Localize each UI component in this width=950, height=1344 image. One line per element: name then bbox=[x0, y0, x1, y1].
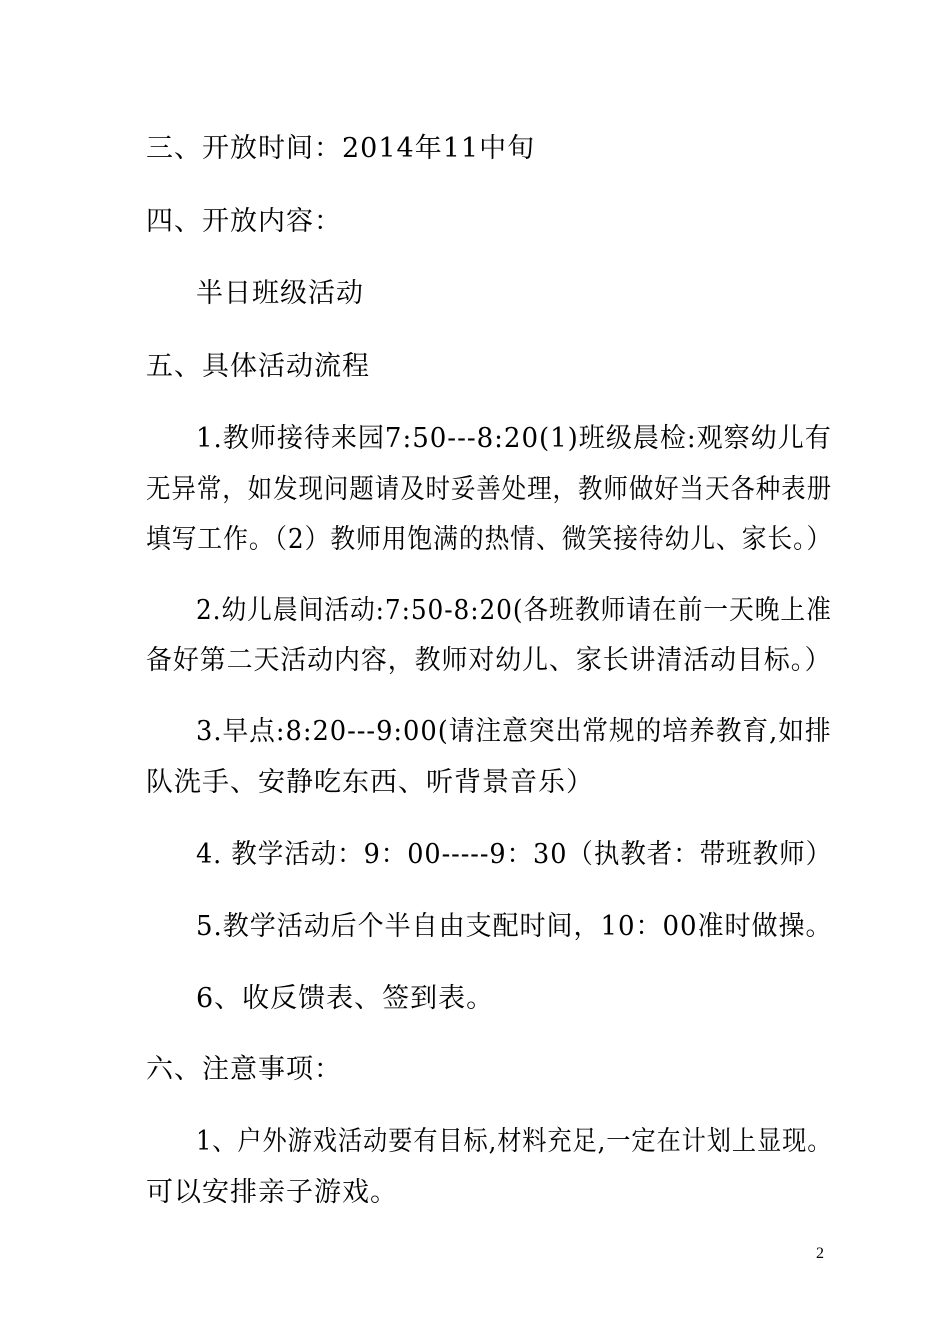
flow-item-3-line-2: 队洗手、安静吃东西、听背景音乐） bbox=[146, 767, 594, 798]
section-5-heading: 五、具体活动流程 bbox=[146, 351, 370, 382]
page-number: 2 bbox=[816, 1245, 824, 1262]
section-4-content: 半日班级活动 bbox=[196, 278, 364, 309]
section-4-heading: 四、开放内容： bbox=[146, 206, 342, 237]
flow-item-2-line-2: 备好第二天活动内容，教师对幼儿、家长讲清活动目标。） bbox=[146, 645, 832, 676]
notice-item-1-line-2: 可以安排亲子游戏。 bbox=[146, 1177, 398, 1208]
flow-item-2-line-1: 2.幼儿晨间活动:7:50-8:20(各班教师请在前一天晚上准 bbox=[196, 595, 832, 626]
notice-item-1-line-1: 1、户外游戏活动要有目标,材料充足,一定在计划上显现。 bbox=[196, 1126, 833, 1157]
flow-item-1-line-2: 无异常，如发现问题请及时妥善处理，教师做好当天各种表册 bbox=[146, 474, 832, 505]
flow-item-1-line-1: 1.教师接待来园7:50---8:20(1)班级晨检:观察幼儿有 bbox=[196, 423, 832, 454]
flow-item-1-line-3: 填写工作。（2）教师用饱满的热情、微笑接待幼儿、家长。） bbox=[146, 524, 833, 555]
section-3-opening-time: 三、开放时间：2014年11中旬 bbox=[146, 133, 536, 164]
section-6-heading: 六、注意事项： bbox=[146, 1054, 342, 1085]
flow-item-6: 6、收反馈表、签到表。 bbox=[196, 983, 495, 1014]
flow-item-3-line-1: 3.早点:8:20---9:00(请注意突出常规的培养教育,如排 bbox=[196, 716, 832, 747]
flow-item-5: 5.教学活动后个半自由支配时间，10：00准时做操。 bbox=[196, 911, 833, 942]
flow-item-4: 4. 教学活动：9：00-----9：30（执教者：带班教师） bbox=[196, 839, 833, 870]
